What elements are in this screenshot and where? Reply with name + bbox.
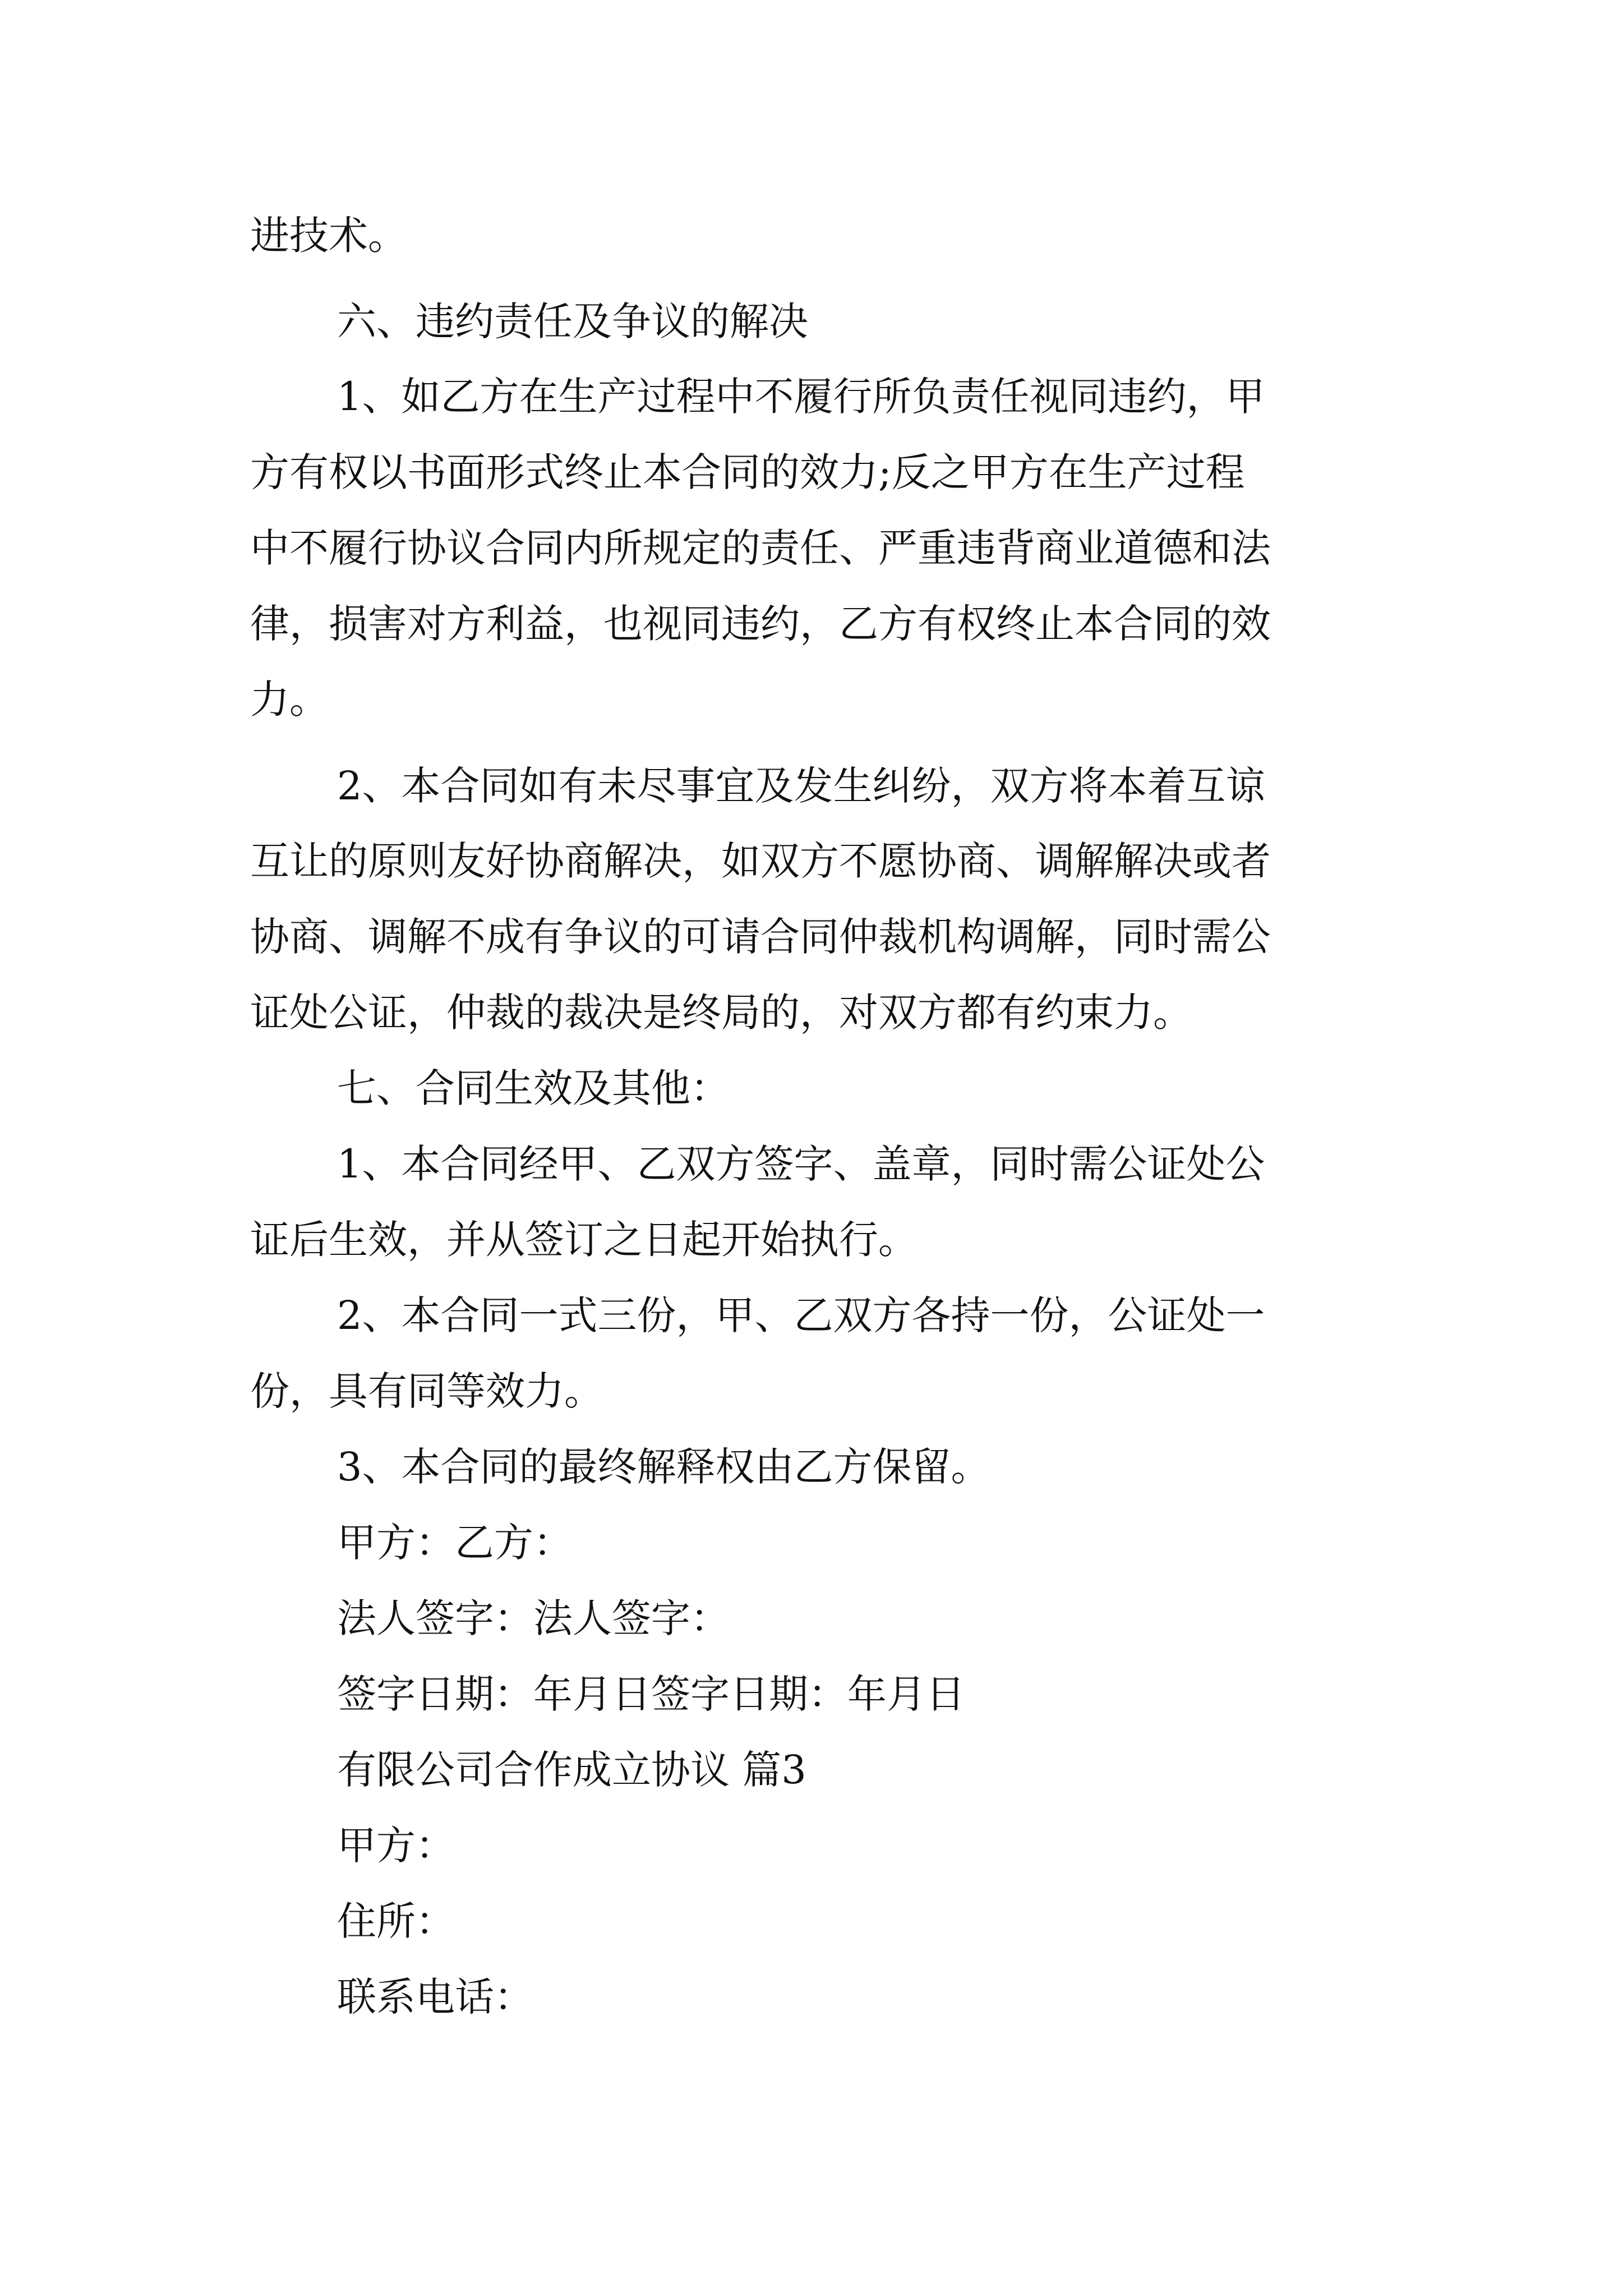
signature-line: 签字日期：年月日签字日期：年月日 [337,1671,965,1717]
text-line: 2、本合同如有未尽事宜及发生纠纷，双方将本着互谅 [337,763,1265,809]
form-field-label: 住所： [337,1898,455,1944]
text-line: 2、本合同一式三份，甲、乙双方各持一份，公证处一 [337,1292,1265,1338]
signature-line: 甲方：乙方： [337,1520,573,1566]
form-field-label: 联系电话： [337,1974,533,2020]
text-line: 互让的原则友好协商解决，如双方不愿协商、调解解决或者 [250,838,1271,884]
section-heading: 六、违约责任及争议的解决 [337,298,808,344]
text-line: 律，损害对方利益，也视同违约，乙方有权终止本合同的效 [250,601,1271,647]
text-line: 份，具有同等效力。 [250,1368,603,1414]
text-line: 协商、调解不成有争议的可请合同仲裁机构调解，同时需公 [250,914,1271,960]
text-line: 进技术。 [250,213,407,259]
text-line: 1、如乙方在生产过程中不履行所负责任视同违约，甲 [337,374,1265,420]
document-title: 有限公司合作成立协议 篇3 [337,1747,806,1793]
section-heading: 七、合同生效及其他： [337,1065,730,1111]
text-line: 证后生效，并从签订之日起开始执行。 [250,1217,917,1263]
text-line: 力。 [250,677,329,723]
signature-line: 法人签字：法人签字： [337,1595,730,1641]
text-line: 中不履行协议合同内所规定的责任、严重违背商业道德和法 [250,525,1271,571]
text-line: 证处公证，仲裁的裁决是终局的，对双方都有约束力。 [250,990,1192,1036]
text-line: 1、本合同经甲、乙双方签字、盖章，同时需公证处公 [337,1141,1265,1187]
text-line: 3、本合同的最终解释权由乙方保留。 [337,1444,990,1490]
form-field-label: 甲方： [337,1823,455,1869]
text-line: 方有权以书面形式终止本合同的效力;反之甲方在生产过程 [250,449,1245,495]
